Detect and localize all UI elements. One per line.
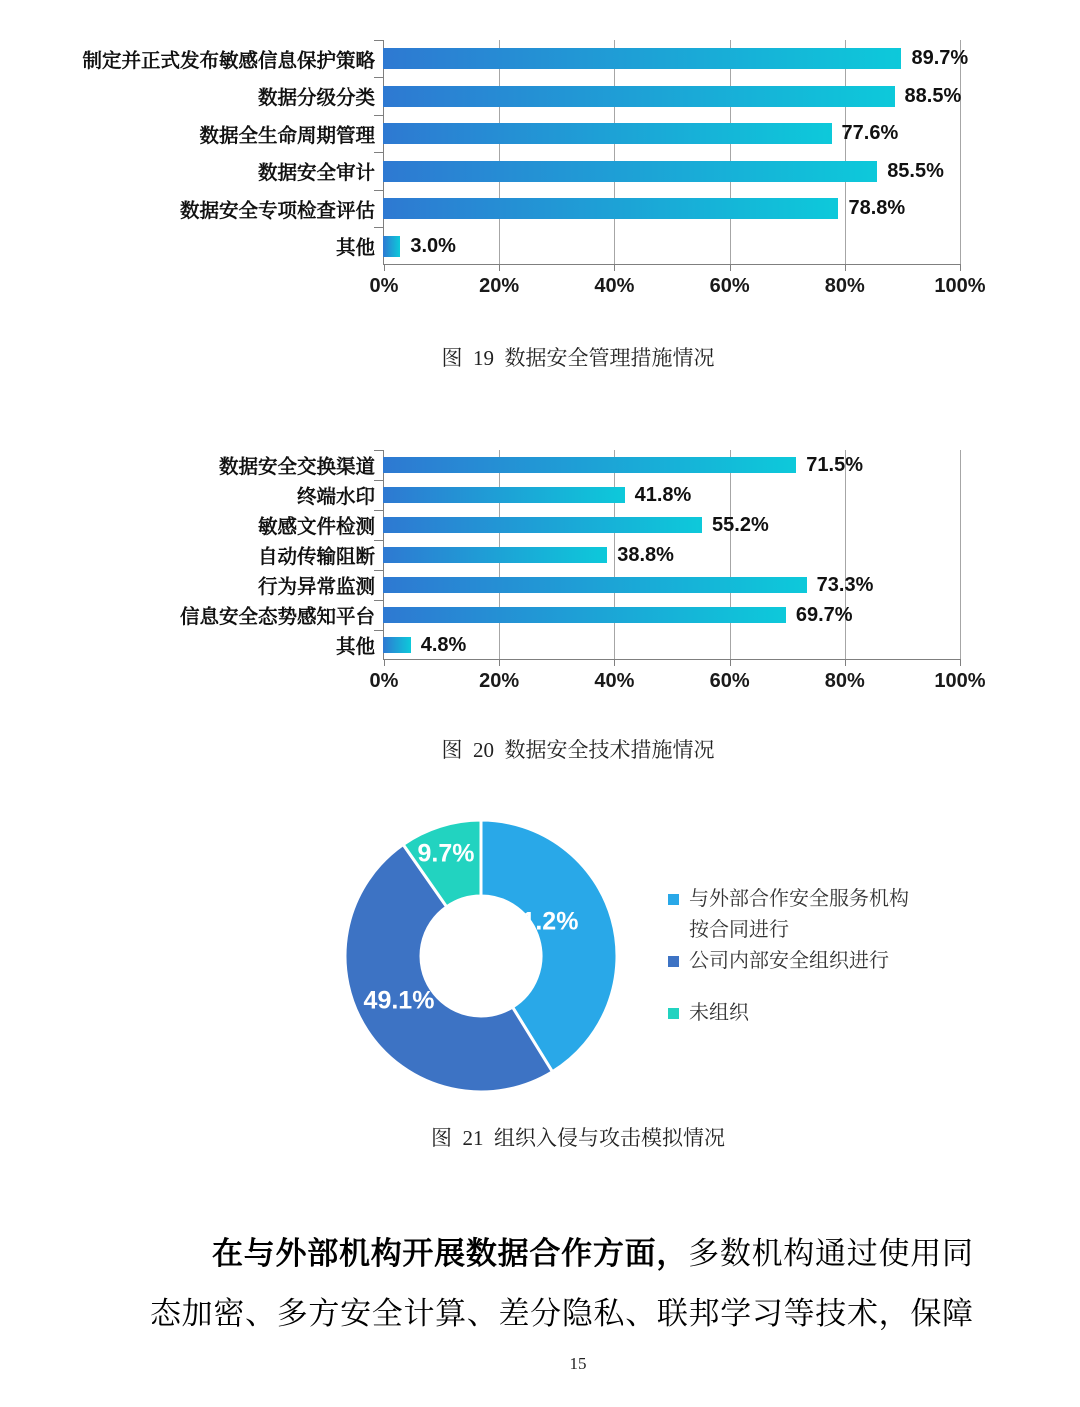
x-tick-label: 100% [934, 670, 986, 692]
legend-marker-icon [668, 894, 679, 905]
bar-track [383, 153, 961, 191]
category-label: 信息安全态势感知平台 [179, 606, 375, 628]
x-tick-label: 60% [709, 670, 750, 692]
bar [383, 637, 411, 653]
value-label: 85.5% [887, 159, 944, 182]
axis-tick [499, 264, 500, 271]
bar-track [383, 190, 961, 228]
legend-item [668, 946, 909, 977]
bar-track [383, 600, 961, 630]
x-tick-label: 20% [479, 670, 520, 692]
bar-track [383, 40, 969, 78]
bar-rows [80, 450, 961, 660]
bar-row [80, 480, 961, 510]
value-label: 73.3% [816, 573, 874, 596]
paragraph-line: 态加密、多方安全计算、差分隐私、联邦学习等技术，保障 [150, 1296, 973, 1331]
donut-slice-label: 49.1% [363, 986, 435, 1015]
paragraph-text: 多数机构通过使用同 [688, 1236, 974, 1271]
legend-marker-icon [668, 1008, 679, 1019]
bar-track [383, 228, 961, 266]
legend-label-line: 与外部合作安全服务机构 [689, 888, 909, 910]
legend-item [668, 884, 909, 946]
legend-item [668, 998, 909, 1029]
bar-row [80, 570, 961, 600]
x-tick-label: 0% [369, 670, 399, 692]
x-tick-label: 20% [479, 275, 520, 297]
category-label: 数据安全交换渠道 [218, 456, 375, 478]
paragraph-bold-text: 在与外部机构开展数据合作方面， [212, 1236, 689, 1271]
category-label: 数据安全专项检查评估 [179, 199, 375, 222]
bar [383, 48, 901, 69]
axis-tick [384, 264, 385, 271]
legend-marker-icon [668, 956, 679, 967]
bar [383, 487, 625, 503]
bar-track [383, 510, 961, 540]
bar-row [80, 115, 961, 153]
category-label: 其他 [335, 636, 375, 658]
bar-row [80, 228, 961, 266]
category-label: 其他 [335, 237, 375, 260]
bar [383, 198, 838, 219]
x-tick-label: 100% [934, 275, 986, 297]
value-label: 4.8% [420, 633, 467, 656]
bar-row [80, 190, 961, 228]
bar-rows [80, 40, 969, 265]
axis-tick [960, 264, 961, 271]
value-label: 41.8% [634, 483, 692, 506]
legend-label: 未组织 [689, 1002, 749, 1024]
bar [383, 86, 895, 107]
donut-slice-label: 9.7% [417, 839, 475, 868]
bar-track [383, 115, 961, 153]
bar-chart-data-security-management [80, 40, 986, 297]
bar-row [80, 153, 961, 191]
bar [383, 123, 832, 144]
bar-chart-data-security-technology [80, 450, 986, 692]
axis-tick [730, 659, 731, 666]
bar-row [80, 450, 961, 480]
x-tick-label: 40% [594, 670, 635, 692]
axis-tick [384, 659, 385, 666]
value-label: 78.8% [848, 197, 906, 220]
bar-track [383, 78, 961, 116]
bar-row [80, 510, 961, 540]
x-tick-label: 80% [824, 670, 865, 692]
value-label: 88.5% [904, 84, 962, 107]
value-label: 3.0% [410, 234, 456, 257]
category-label: 数据分级分类 [257, 87, 375, 110]
axis-tick [845, 659, 846, 666]
legend-label: 公司内部安全组织进行 [689, 950, 889, 972]
legend-label-line: 按合同进行 [689, 919, 789, 941]
page-number: 15 [569, 1354, 587, 1373]
axis-tick [614, 264, 615, 271]
donut-chart-attack-simulation [341, 816, 621, 1096]
bar [383, 547, 607, 563]
category-label: 敏感文件检测 [257, 516, 375, 538]
donut-legend [668, 884, 909, 1029]
category-label: 数据全生命周期管理 [199, 124, 375, 147]
body-paragraph [150, 1224, 973, 1344]
bar [383, 607, 786, 623]
bar [383, 577, 807, 593]
value-label: 77.6% [841, 122, 899, 145]
x-tick-label: 40% [594, 275, 635, 297]
bar-track [383, 480, 961, 510]
bar [383, 236, 400, 257]
legend-label [689, 884, 909, 946]
bar-track [383, 450, 961, 480]
axis-tick [960, 659, 961, 666]
bar [383, 517, 702, 533]
x-tick-label: 60% [709, 275, 750, 297]
bar-row [80, 540, 961, 570]
donut-slice-label: 41.2% [507, 907, 579, 936]
value-label: 69.7% [795, 603, 853, 626]
bar [383, 457, 796, 473]
figure-20-caption: 图 20 数据安全技术措施情况 [441, 738, 715, 762]
bar-track [383, 630, 961, 660]
axis-tick [845, 264, 846, 271]
category-label: 自动传输阻断 [257, 546, 375, 568]
bar-row [80, 600, 961, 630]
category-label: 终端水印 [296, 486, 375, 508]
bar-track [383, 540, 961, 570]
category-label: 行为异常监测 [257, 576, 375, 598]
bar-row [80, 78, 961, 116]
x-tick-label: 0% [369, 275, 399, 297]
axis-tick [730, 264, 731, 271]
paragraph-line [150, 1224, 973, 1284]
axis-tick [499, 659, 500, 666]
figure-21-caption: 图 21 组织入侵与攻击模拟情况 [431, 1126, 725, 1150]
category-label: 数据安全审计 [257, 162, 375, 185]
value-label: 55.2% [712, 513, 769, 536]
category-label: 制定并正式发布敏感信息保护策略 [82, 49, 375, 72]
axis-tick [614, 659, 615, 666]
bar-row [80, 40, 969, 78]
bar-track [383, 570, 961, 600]
value-label: 89.7% [911, 47, 969, 70]
bar-row [80, 630, 961, 660]
figure-19-caption: 图 19 数据安全管理措施情况 [441, 346, 715, 370]
x-tick-label: 80% [824, 275, 865, 297]
value-label: 71.5% [806, 453, 863, 476]
value-label: 38.8% [617, 543, 674, 566]
bar [383, 161, 877, 182]
